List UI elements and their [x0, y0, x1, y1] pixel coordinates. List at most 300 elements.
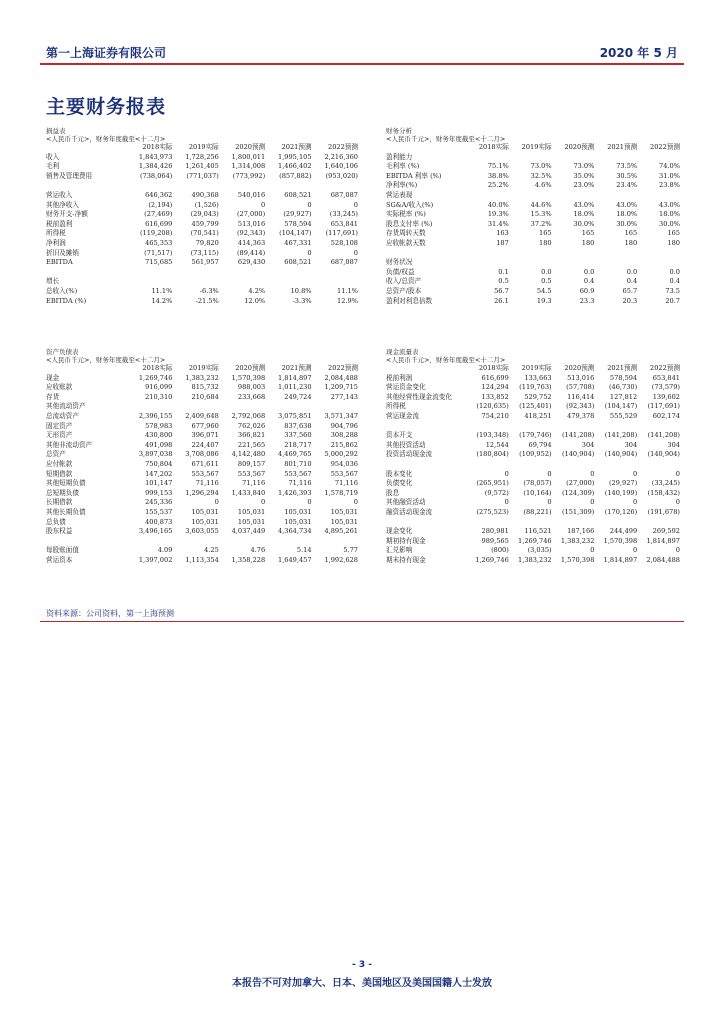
table-cell: 3,603,055 — [185, 527, 219, 536]
row-label: 每股账面值 — [46, 546, 79, 555]
table-cell — [172, 537, 218, 547]
header-date: 2020 年 5 月 — [599, 46, 678, 60]
table-cell: 561,957 — [191, 258, 219, 267]
table-cell: 0 — [675, 469, 680, 478]
row-label: 总短期负债 — [46, 488, 79, 497]
table-cell: 4.2% — [248, 286, 266, 295]
table-cell: 1,649,457 — [278, 555, 312, 564]
row-label: 税前盈利 — [46, 219, 73, 228]
table-cell: 0.0 — [541, 267, 552, 276]
row-label: 其他短期负债 — [46, 479, 86, 488]
table-cell: (92,343) — [566, 402, 595, 411]
row-label: 其他长期负债 — [46, 507, 86, 516]
table-cell: 999,153 — [145, 488, 173, 497]
table-cell: 337,560 — [284, 431, 312, 440]
table-cell: 0 — [590, 469, 595, 478]
table-cell: 215,862 — [330, 440, 358, 449]
table-cell: 528,108 — [330, 238, 358, 247]
row-label: 固定资产 — [46, 421, 73, 430]
table-row — [46, 518, 358, 528]
table-cell: 304 — [667, 440, 680, 449]
row-label: 实际税率 (%) — [386, 210, 426, 219]
table-cell — [552, 518, 595, 528]
table-row — [386, 153, 680, 163]
table-cell: (141,208) — [647, 431, 680, 440]
table-cell: 653,841 — [330, 219, 358, 228]
table-cell: 3,708,086 — [185, 450, 219, 459]
table-cell: 1,728,256 — [185, 152, 219, 161]
table-cell: 30.0% — [573, 219, 595, 228]
table-cell: 0 — [307, 200, 312, 209]
table-row — [386, 546, 680, 556]
row-label: 盈利对利息倍数 — [386, 296, 433, 305]
table-cell — [265, 277, 311, 287]
table-cell: (738,064) — [139, 171, 173, 180]
table-cell: 0 — [675, 498, 680, 507]
table-cell — [466, 422, 509, 432]
row-label: 收入 — [46, 152, 60, 161]
table-cell: (275,523) — [476, 507, 509, 516]
row-label: 无形资产 — [46, 431, 73, 440]
row-label: 总资产/股本 — [386, 286, 422, 295]
table-row — [386, 556, 680, 566]
row-label: 长期借款 — [46, 498, 73, 507]
table-cell — [594, 258, 637, 268]
income-statement-table — [46, 127, 358, 306]
table-cell: 245,336 — [145, 498, 173, 507]
row-label: 财务开支-净额 — [46, 210, 88, 219]
row-label: 其他净收入 — [46, 200, 79, 209]
table-cell — [265, 402, 311, 412]
table-cell: 116,521 — [524, 527, 552, 536]
table-row — [386, 172, 680, 182]
table-cell: 366,821 — [237, 431, 266, 440]
row-label: 其他非流动资产 — [46, 440, 93, 449]
table-cell: 308,288 — [330, 431, 358, 440]
table-cell — [509, 422, 552, 432]
table-cell: 2,084,488 — [324, 373, 358, 382]
table-cell: 578,594 — [609, 373, 638, 382]
table-cell: 18.0% — [616, 210, 638, 219]
table-cell: 4.25 — [204, 546, 219, 555]
table-row — [386, 374, 680, 384]
row-label: 应收帐款天数 — [386, 238, 426, 247]
table-row — [386, 470, 680, 480]
row-label: 所得税 — [46, 229, 66, 238]
table-cell: 989,565 — [481, 536, 509, 545]
table-cell: (140,904) — [647, 450, 680, 459]
table-cell: 0 — [214, 498, 219, 507]
table-row — [46, 172, 358, 182]
row-label: 总流动资产 — [46, 411, 79, 420]
table-cell: 396,071 — [191, 431, 219, 440]
row-label: 存货 — [46, 392, 60, 401]
table-row — [46, 422, 358, 432]
table-cell: 3,571,347 — [324, 411, 358, 420]
table-cell: 12.9% — [337, 296, 358, 305]
table-cell: 133,663 — [524, 373, 552, 382]
table-cell: 54.5 — [536, 286, 552, 295]
table-cell: 1,466,402 — [278, 162, 312, 171]
row-label: 短期借款 — [46, 469, 73, 478]
row-label: 净利润 — [46, 238, 66, 247]
table-row — [386, 422, 680, 432]
balance-table-subtitle: <人民币千元>，财务年度截至<十二月> — [46, 356, 166, 364]
table-cell: 71,116 — [195, 479, 219, 488]
table-row — [46, 191, 358, 201]
row-label: 净利率(%) — [386, 181, 418, 190]
table-cell: 1,314,008 — [231, 162, 266, 171]
table-row — [386, 297, 680, 307]
row-label: 现金 — [46, 373, 60, 382]
table-cell: 44.6% — [530, 200, 552, 209]
table-cell: 20.3 — [622, 296, 638, 305]
row-label: 财务状况 — [386, 258, 413, 267]
table-cell: 5.14 — [296, 546, 312, 555]
table-cell — [219, 537, 265, 547]
table-cell: 608,521 — [284, 190, 312, 199]
table-cell: 4,142,480 — [231, 450, 266, 459]
table-row — [386, 393, 680, 403]
row-label: 总资产 — [46, 450, 66, 459]
table-cell — [265, 537, 311, 547]
table-cell: 165 — [667, 229, 680, 238]
table-cell: 1,570,398 — [560, 555, 595, 564]
table-row — [46, 393, 358, 403]
table-cell: 224,407 — [191, 440, 219, 449]
table-row — [386, 229, 680, 239]
table-cell: 221,565 — [237, 440, 266, 449]
table-row — [386, 268, 680, 278]
table-cell: 233,668 — [237, 392, 266, 401]
table-cell: (92,343) — [236, 229, 266, 238]
table-row — [386, 489, 680, 499]
table-cell: 0 — [353, 200, 358, 209]
column-header: 2019实际 — [521, 143, 552, 151]
data-source-note: 资料来源：公司资料，第一上海预测 — [46, 609, 174, 618]
cash-flow-table — [386, 348, 680, 565]
column-header: 2022预测 — [328, 143, 358, 151]
table-cell: 60.9 — [579, 286, 595, 295]
table-cell — [552, 191, 595, 201]
table-cell: 304 — [581, 440, 595, 449]
table-cell: -3.3% — [292, 296, 312, 305]
table-row — [46, 527, 358, 537]
table-cell: 2,084,488 — [646, 555, 680, 564]
table-cell: 465,353 — [145, 238, 173, 247]
row-label: 所得税 — [386, 402, 406, 411]
table-cell: 1,995,105 — [278, 152, 312, 161]
table-cell: 165 — [624, 229, 638, 238]
table-cell: 1,843,973 — [138, 152, 173, 161]
table-cell: 23.8% — [659, 181, 680, 190]
row-label: 股息 — [386, 488, 400, 497]
table-cell: 32.5% — [530, 171, 552, 180]
column-header: 2018实际 — [478, 143, 509, 151]
table-cell: 124,294 — [481, 383, 509, 392]
table-cell: 0 — [632, 498, 638, 507]
table-cell: 31.0% — [659, 171, 680, 180]
table-cell — [312, 277, 358, 287]
table-cell: 79,820 — [195, 238, 219, 247]
column-header: 2021预测 — [607, 364, 638, 372]
header-rule — [40, 63, 684, 65]
table-cell: (2,194) — [148, 200, 173, 209]
table-cell: 73.0% — [573, 162, 595, 171]
table-cell: 23.3 — [579, 296, 595, 305]
table-cell: 750,804 — [145, 459, 173, 468]
table-cell: (141,208) — [604, 431, 638, 440]
table-cell: (265,951) — [476, 479, 509, 488]
table-cell — [265, 268, 311, 278]
table-cell: 1,800,011 — [231, 152, 266, 161]
table-cell: 65.7 — [622, 286, 638, 295]
table-header-row — [46, 143, 358, 153]
table-cell: 280,981 — [481, 527, 509, 536]
table-cell: 616,699 — [481, 373, 509, 382]
table-cell: 1,383,232 — [185, 373, 219, 382]
table-cell: 4,469,765 — [278, 450, 312, 459]
table-cell: 71,116 — [334, 479, 358, 488]
table-cell: 180 — [667, 238, 680, 247]
table-cell: 244,499 — [609, 527, 638, 536]
table-row — [386, 220, 680, 230]
table-cell: 687,087 — [330, 190, 358, 199]
table-cell: 467,331 — [284, 238, 312, 247]
table-row — [386, 441, 680, 451]
column-header: 2020预测 — [235, 143, 266, 151]
table-cell — [594, 518, 637, 528]
table-cell: (89,414) — [236, 248, 266, 257]
table-cell: 1,383,232 — [518, 555, 552, 564]
source-rule — [40, 621, 684, 622]
column-header: 2019实际 — [188, 364, 219, 372]
table-row — [46, 201, 358, 211]
table-cell: (180,804) — [476, 450, 509, 459]
table-cell: (800) — [491, 546, 509, 555]
table-cell: 147,202 — [145, 469, 173, 478]
table-cell: (117,691) — [325, 229, 358, 238]
table-cell: 210,684 — [191, 392, 219, 401]
table-cell — [172, 268, 218, 278]
table-cell: 40.0% — [487, 200, 509, 209]
table-cell — [509, 249, 552, 259]
table-row — [386, 537, 680, 547]
table-cell: (71,517) — [144, 248, 173, 257]
table-cell: 35.0% — [573, 171, 595, 180]
table-cell — [594, 191, 637, 201]
table-cell: 418,251 — [524, 411, 552, 420]
table-cell: 210,310 — [145, 392, 173, 401]
table-cell: 31.4% — [487, 219, 509, 228]
table-cell — [509, 191, 552, 201]
table-cell: 18.0% — [659, 210, 680, 219]
table-cell: 4.76 — [250, 546, 266, 555]
page-title: 主要财务报表 — [46, 96, 167, 118]
row-label: 股息支付率 (%) — [386, 219, 433, 228]
table-cell: 4,364,734 — [278, 527, 312, 536]
table-row — [46, 220, 358, 230]
table-cell: 1,426,393 — [278, 488, 312, 497]
table-cell — [126, 268, 172, 278]
table-cell: 0 — [504, 498, 509, 507]
table-row — [386, 249, 680, 259]
table-row — [386, 412, 680, 422]
table-cell: 180 — [624, 238, 638, 247]
table-cell: 0 — [504, 469, 509, 478]
table-cell: (141,208) — [561, 431, 595, 440]
table-cell: 815,732 — [191, 383, 219, 392]
table-cell: 155,537 — [145, 507, 173, 516]
table-row — [46, 287, 358, 297]
table-cell: 414,363 — [237, 238, 266, 247]
row-label: 毛利率 (%) — [386, 162, 420, 171]
table-row — [46, 412, 358, 422]
column-header: 2018实际 — [478, 364, 509, 372]
row-label: 营运现金流 — [386, 411, 419, 420]
table-cell: 1,992,628 — [324, 555, 358, 564]
table-cell: 1,269,746 — [138, 373, 173, 382]
table-cell: 30.0% — [616, 219, 638, 228]
table-row — [386, 498, 680, 508]
table-row — [386, 479, 680, 489]
table-cell: 0.0 — [626, 267, 638, 276]
table-header-row — [46, 364, 358, 374]
table-cell: (1,526) — [194, 200, 219, 209]
table-cell: 687,087 — [330, 258, 358, 267]
table-cell: 0.0 — [583, 267, 595, 276]
table-cell: 165 — [539, 229, 552, 238]
table-cell: 0 — [632, 469, 638, 478]
table-cell: 954,036 — [330, 459, 358, 468]
table-cell: 25.2% — [487, 181, 509, 190]
table-cell: 0.4 — [669, 277, 680, 286]
table-cell: 2,396,155 — [138, 411, 173, 420]
column-header: 2022预测 — [650, 364, 680, 372]
table-cell: 165 — [581, 229, 595, 238]
table-cell: 0.1 — [498, 267, 509, 276]
column-header: 2019实际 — [521, 364, 552, 372]
table-cell: 43.0% — [573, 200, 595, 209]
table-cell: (33,245) — [329, 210, 358, 219]
table-cell: 1,814,897 — [603, 555, 638, 564]
table-row — [386, 508, 680, 518]
footer-disclaimer: 本报告不可对加拿大、日本、美国地区及美国国籍人士发放 — [232, 978, 492, 989]
column-header — [386, 143, 466, 153]
table-cell: 163 — [496, 229, 509, 238]
table-cell: 2,216,360 — [324, 152, 358, 161]
table-cell — [312, 537, 358, 547]
table-cell — [552, 249, 595, 259]
row-label: 资本开支 — [386, 431, 413, 440]
table-cell: 616,699 — [145, 219, 173, 228]
table-cell: 4,037,449 — [231, 527, 266, 536]
table-cell: (29,043) — [190, 210, 219, 219]
column-header: 2021预测 — [607, 143, 638, 151]
table-row — [46, 546, 358, 556]
table-cell: 553,567 — [284, 469, 312, 478]
row-label: 负债变化 — [386, 479, 413, 488]
table-cell: (125,401) — [519, 402, 552, 411]
table-cell: (124,309) — [561, 488, 595, 497]
table-cell: 0 — [547, 498, 552, 507]
table-row — [46, 470, 358, 480]
table-cell: 105,031 — [330, 517, 358, 526]
table-cell — [637, 460, 680, 470]
table-cell: 1,296,294 — [185, 488, 219, 497]
table-cell: 12.0% — [244, 296, 266, 305]
row-label: 其他融资活动 — [386, 498, 426, 507]
table-cell: 916,099 — [145, 383, 173, 392]
table-cell: (88,221) — [523, 507, 552, 516]
row-label: 股本变化 — [386, 469, 413, 478]
row-label: EBITDA — [46, 258, 73, 267]
row-label: 营运资金变化 — [386, 383, 426, 392]
table-cell: 754,210 — [481, 411, 509, 420]
column-header: 2022预测 — [328, 364, 358, 372]
row-label — [46, 181, 126, 191]
row-label — [386, 422, 466, 432]
table-cell: 71,116 — [242, 479, 266, 488]
row-label: 应收账款 — [46, 383, 73, 392]
table-cell — [594, 460, 637, 470]
table-row — [46, 249, 358, 259]
table-cell: 0 — [353, 498, 358, 507]
table-cell: 38.8% — [487, 171, 509, 180]
row-label: 投资活动现金流 — [386, 450, 433, 459]
table-row — [46, 508, 358, 518]
table-cell — [637, 153, 680, 163]
table-cell: 43.0% — [659, 200, 680, 209]
table-cell: 180 — [539, 238, 552, 247]
table-cell: 277,143 — [330, 392, 358, 401]
row-label: 税前利润 — [386, 373, 413, 382]
table-cell: -21.5% — [195, 296, 219, 305]
table-cell — [509, 153, 552, 163]
table-row — [386, 239, 680, 249]
column-header: 2021预测 — [281, 143, 312, 151]
table-row — [46, 277, 358, 287]
table-cell: 304 — [624, 440, 638, 449]
table-cell: 1,269,746 — [518, 536, 552, 545]
table-cell — [172, 181, 218, 191]
row-label: 存货周转天数 — [386, 229, 426, 238]
table-cell: 75.1% — [487, 162, 509, 171]
table-cell: (857,882) — [279, 171, 312, 180]
row-label: 增长 — [46, 277, 60, 286]
table-cell: (140,199) — [604, 488, 638, 497]
table-cell: (73,115) — [190, 248, 219, 257]
table-cell: 26.1 — [494, 296, 509, 305]
table-row — [386, 383, 680, 393]
table-cell — [637, 191, 680, 201]
table-cell — [637, 258, 680, 268]
table-cell — [594, 249, 637, 259]
table-cell: 513,016 — [567, 373, 595, 382]
row-label: 其他投资活动 — [386, 440, 426, 449]
table-cell: 646,362 — [145, 190, 173, 199]
table-row — [386, 527, 680, 537]
row-label: 营运表现 — [386, 190, 413, 199]
table-cell — [126, 402, 172, 412]
table-cell: 0.5 — [541, 277, 552, 286]
table-cell: 1,814,897 — [646, 536, 680, 545]
row-label: 其他流动资产 — [46, 402, 86, 411]
row-label: 融资活动现金流 — [386, 507, 433, 516]
table-cell: (33,245) — [651, 479, 680, 488]
table-cell: 653,841 — [652, 373, 680, 382]
table-cell — [552, 422, 595, 432]
